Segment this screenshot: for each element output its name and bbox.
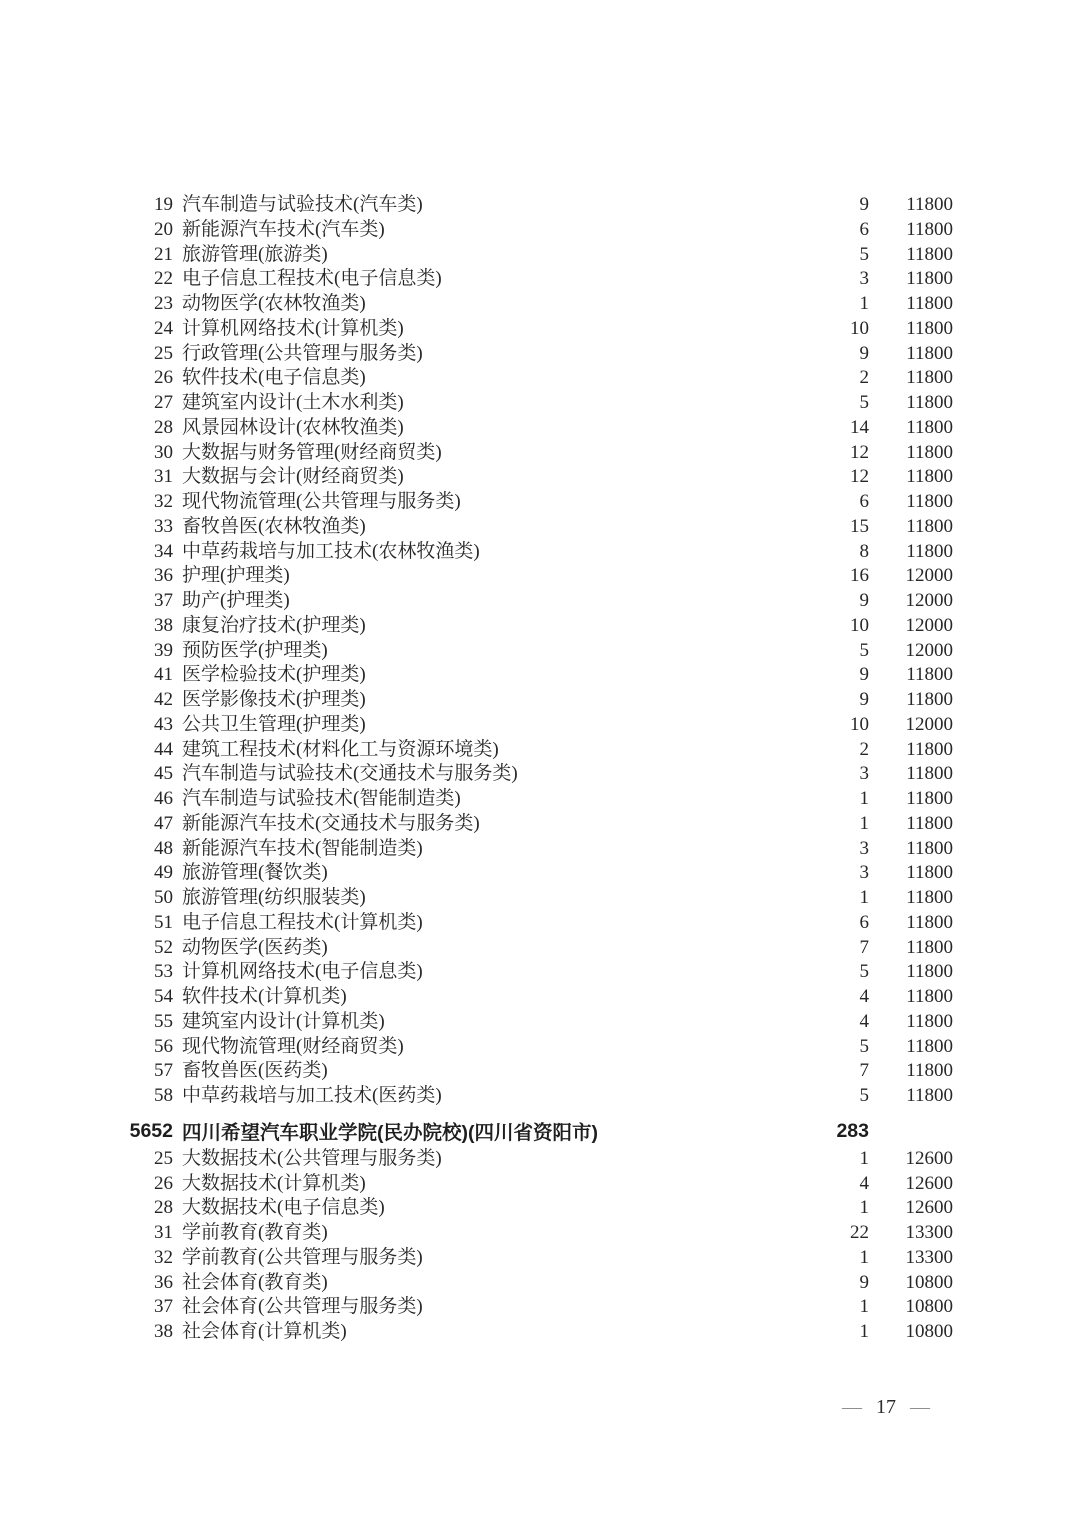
plan-count: 9 xyxy=(859,342,869,364)
major-number: 45 xyxy=(154,763,173,785)
tuition-fee: 11800 xyxy=(906,788,953,809)
table-row xyxy=(0,663,1080,688)
table-row xyxy=(0,416,1080,441)
table-row xyxy=(0,1221,1080,1246)
table-row xyxy=(0,193,1080,218)
major-number: 48 xyxy=(154,837,173,859)
plan-count: 6 xyxy=(859,491,869,512)
plan-count: 1 xyxy=(859,1147,869,1169)
table-row xyxy=(0,639,1080,664)
table-row xyxy=(0,911,1080,936)
table-row xyxy=(0,1295,1080,1320)
tuition-fee: 11800 xyxy=(906,664,953,686)
major-number: 38 xyxy=(154,614,173,636)
major-name: 新能源汽车技术(智能制造类) xyxy=(182,837,423,859)
plan-count: 9 xyxy=(859,194,869,215)
major-name: 新能源汽车技术(汽车类) xyxy=(182,218,385,240)
table-row xyxy=(0,837,1080,862)
tuition-fee: 11800 xyxy=(906,837,953,859)
major-number: 31 xyxy=(154,1222,173,1243)
major-name: 建筑工程技术(材料化工与资源环境类) xyxy=(182,738,499,760)
major-name: 中草药栽培与加工技术(医药类) xyxy=(182,1085,442,1106)
tuition-fee: 11800 xyxy=(906,515,953,537)
tuition-fee: 11800 xyxy=(906,194,953,215)
table-row xyxy=(0,243,1080,268)
plan-count: 9 xyxy=(859,689,869,710)
plan-count: 9 xyxy=(859,1271,869,1293)
table-row xyxy=(0,936,1080,961)
major-number: 49 xyxy=(154,862,173,884)
table-row xyxy=(0,762,1080,787)
major-number: 36 xyxy=(154,1271,173,1293)
table-row xyxy=(0,1172,1080,1197)
table-row xyxy=(0,886,1080,911)
major-name: 计算机网络技术(电子信息类) xyxy=(182,961,423,983)
major-number: 26 xyxy=(154,1172,173,1194)
college-code: 5652 xyxy=(129,1119,173,1142)
tuition-fee: 10800 xyxy=(905,1321,953,1342)
tuition-fee: 11800 xyxy=(906,317,953,339)
enrollment-table xyxy=(0,193,1080,1345)
major-name: 大数据与会计(财经商贸类) xyxy=(182,466,404,488)
table-row xyxy=(0,317,1080,342)
table-row xyxy=(0,787,1080,812)
major-name: 电子信息工程技术(计算机类) xyxy=(182,911,423,933)
major-name: 社会体育(公共管理与服务类) xyxy=(182,1296,423,1318)
major-number: 30 xyxy=(154,441,173,463)
plan-count: 5 xyxy=(859,639,869,661)
major-number: 28 xyxy=(154,416,173,438)
table-row xyxy=(0,391,1080,416)
major-number: 34 xyxy=(154,540,173,562)
major-name: 助产(护理类) xyxy=(182,590,290,611)
tuition-fee: 12000 xyxy=(905,639,953,661)
major-name: 现代物流管理(公共管理与服务类) xyxy=(182,491,461,512)
table-row xyxy=(0,1271,1080,1296)
tuition-fee: 11800 xyxy=(906,763,953,785)
plan-count: 5 xyxy=(859,243,869,265)
major-name: 学前教育(公共管理与服务类) xyxy=(182,1246,423,1268)
tuition-fee: 11800 xyxy=(906,491,953,512)
major-number: 41 xyxy=(154,664,173,686)
tuition-fee: 11800 xyxy=(906,1085,953,1106)
tuition-fee: 11800 xyxy=(906,243,953,265)
plan-count: 1 xyxy=(859,812,869,834)
tuition-fee: 11800 xyxy=(906,392,953,413)
plan-count: 1 xyxy=(859,1246,869,1268)
major-number: 44 xyxy=(154,738,173,760)
plan-count: 3 xyxy=(859,268,869,290)
plan-count: 3 xyxy=(859,862,869,884)
major-name: 新能源汽车技术(交通技术与服务类) xyxy=(182,812,480,834)
tuition-fee: 12600 xyxy=(905,1172,953,1194)
plan-count: 7 xyxy=(859,936,869,958)
plan-count: 10 xyxy=(850,317,869,339)
major-number: 54 xyxy=(154,986,173,1007)
page-footer xyxy=(842,1396,930,1419)
tuition-fee: 11800 xyxy=(906,689,953,710)
major-name: 大数据技术(公共管理与服务类) xyxy=(182,1147,442,1169)
plan-count: 5 xyxy=(859,1035,869,1057)
major-number: 42 xyxy=(154,689,173,710)
table-row xyxy=(0,589,1080,614)
major-name: 社会体育(教育类) xyxy=(182,1271,328,1293)
major-name: 医学影像技术(护理类) xyxy=(182,689,366,710)
major-name: 预防医学(护理类) xyxy=(182,639,328,661)
tuition-fee: 12000 xyxy=(905,565,953,587)
table-row xyxy=(0,465,1080,490)
major-number: 58 xyxy=(154,1085,173,1106)
table-row xyxy=(0,688,1080,713)
tuition-fee: 13300 xyxy=(905,1222,953,1243)
major-name: 风景园林设计(农林牧渔类) xyxy=(182,416,404,438)
college-name: 四川希望汽车职业学院(民办院校)(四川省资阳市) xyxy=(182,1122,598,1145)
tuition-fee: 11800 xyxy=(906,342,953,364)
tuition-fee: 12600 xyxy=(905,1147,953,1169)
major-number: 39 xyxy=(154,639,173,661)
table-row xyxy=(0,738,1080,763)
major-name: 中草药栽培与加工技术(农林牧渔类) xyxy=(182,540,480,562)
table-row xyxy=(0,342,1080,367)
plan-count: 10 xyxy=(850,713,869,735)
plan-count: 6 xyxy=(859,911,869,933)
table-row xyxy=(0,1059,1080,1084)
major-name: 汽车制造与试验技术(智能制造类) xyxy=(182,788,461,809)
major-number: 37 xyxy=(154,1296,173,1318)
table-row xyxy=(0,564,1080,589)
major-name: 动物医学(农林牧渔类) xyxy=(182,293,366,314)
footer-dash-right: — xyxy=(910,1396,930,1418)
tuition-fee: 11800 xyxy=(906,1035,953,1057)
tuition-fee: 11800 xyxy=(906,466,953,488)
tuition-fee: 11800 xyxy=(906,887,953,908)
plan-count: 12 xyxy=(850,466,869,488)
plan-count: 5 xyxy=(859,961,869,983)
table-row xyxy=(0,1084,1080,1109)
major-number: 27 xyxy=(154,392,173,413)
tuition-fee: 11800 xyxy=(906,540,953,562)
major-name: 现代物流管理(财经商贸类) xyxy=(182,1035,404,1057)
plan-count: 5 xyxy=(859,392,869,413)
table-row xyxy=(0,1035,1080,1060)
table-row xyxy=(0,1246,1080,1271)
plan-count: 16 xyxy=(850,565,869,587)
major-number: 43 xyxy=(154,713,173,735)
major-number: 33 xyxy=(154,515,173,537)
major-name: 软件技术(电子信息类) xyxy=(182,367,366,389)
tuition-fee: 11800 xyxy=(906,367,953,389)
college-total-count: 283 xyxy=(836,1119,869,1142)
major-number: 55 xyxy=(154,1010,173,1032)
major-name: 建筑室内设计(土木水利类) xyxy=(182,392,404,413)
major-name: 大数据技术(电子信息类) xyxy=(182,1197,385,1219)
major-number: 38 xyxy=(154,1321,173,1342)
plan-count: 8 xyxy=(859,540,869,562)
major-number: 19 xyxy=(154,194,173,215)
major-name: 畜牧兽医(农林牧渔类) xyxy=(182,515,366,537)
major-number: 37 xyxy=(154,590,173,611)
table-row xyxy=(0,985,1080,1010)
tuition-fee: 11800 xyxy=(906,911,953,933)
major-name: 建筑室内设计(计算机类) xyxy=(182,1010,385,1032)
major-number: 32 xyxy=(154,1246,173,1268)
major-name: 康复治疗技术(护理类) xyxy=(182,614,366,636)
plan-count: 5 xyxy=(859,1085,869,1106)
major-name: 大数据与财务管理(财经商贸类) xyxy=(182,441,442,463)
table-row xyxy=(0,515,1080,540)
tuition-fee: 11800 xyxy=(906,1010,953,1032)
plan-count: 10 xyxy=(850,614,869,636)
major-name: 计算机网络技术(计算机类) xyxy=(182,317,404,339)
plan-count: 9 xyxy=(859,590,869,611)
major-name: 畜牧兽医(医药类) xyxy=(182,1060,328,1082)
plan-count: 2 xyxy=(859,738,869,760)
major-name: 电子信息工程技术(电子信息类) xyxy=(182,268,442,290)
tuition-fee: 10800 xyxy=(905,1296,953,1318)
plan-count: 1 xyxy=(859,1197,869,1219)
plan-count: 4 xyxy=(859,986,869,1007)
major-number: 56 xyxy=(154,1035,173,1057)
major-number: 24 xyxy=(154,317,173,339)
tuition-fee: 11800 xyxy=(906,986,953,1007)
section-header xyxy=(0,1118,1080,1145)
tuition-fee: 11800 xyxy=(906,936,953,958)
tuition-fee: 11800 xyxy=(906,1060,953,1082)
table-row xyxy=(0,812,1080,837)
plan-count: 3 xyxy=(859,837,869,859)
tuition-fee: 13300 xyxy=(905,1246,953,1268)
tuition-fee: 11800 xyxy=(906,862,953,884)
plan-count: 4 xyxy=(859,1172,869,1194)
tuition-fee: 11800 xyxy=(906,441,953,463)
major-number: 25 xyxy=(154,1147,173,1169)
major-name: 旅游管理(旅游类) xyxy=(182,243,328,265)
major-number: 51 xyxy=(154,911,173,933)
table-row xyxy=(0,1010,1080,1035)
major-number: 21 xyxy=(154,243,173,265)
major-name: 社会体育(计算机类) xyxy=(182,1321,347,1342)
major-name: 软件技术(计算机类) xyxy=(182,986,347,1007)
table-row xyxy=(0,292,1080,317)
plan-count: 1 xyxy=(859,788,869,809)
table-row xyxy=(0,1320,1080,1345)
tuition-fee: 11800 xyxy=(906,218,953,240)
plan-count: 15 xyxy=(850,515,869,537)
table-row xyxy=(0,1196,1080,1221)
table-row xyxy=(0,218,1080,243)
major-name: 护理(护理类) xyxy=(182,565,290,587)
plan-count: 14 xyxy=(850,416,869,438)
table-row xyxy=(0,614,1080,639)
plan-count: 2 xyxy=(859,367,869,389)
plan-count: 1 xyxy=(859,1321,869,1342)
table-row xyxy=(0,1147,1080,1172)
major-number: 50 xyxy=(154,887,173,908)
plan-count: 4 xyxy=(859,1010,869,1032)
major-number: 47 xyxy=(154,812,173,834)
plan-count: 22 xyxy=(850,1222,869,1243)
major-number: 26 xyxy=(154,367,173,389)
tuition-fee: 10800 xyxy=(905,1271,953,1293)
tuition-fee: 11800 xyxy=(906,416,953,438)
tuition-fee: 11800 xyxy=(906,738,953,760)
major-number: 23 xyxy=(154,293,173,314)
major-number: 36 xyxy=(154,565,173,587)
plan-count: 6 xyxy=(859,218,869,240)
page-number: 17 xyxy=(876,1396,896,1418)
plan-count: 1 xyxy=(859,1296,869,1318)
tuition-fee: 11800 xyxy=(906,293,953,314)
major-number: 25 xyxy=(154,342,173,364)
major-number: 28 xyxy=(154,1197,173,1219)
plan-count: 1 xyxy=(859,293,869,314)
footer-dash-left: — xyxy=(842,1396,862,1418)
table-row xyxy=(0,267,1080,292)
major-name: 动物医学(医药类) xyxy=(182,936,328,958)
table-row xyxy=(0,861,1080,886)
major-number: 22 xyxy=(154,268,173,290)
tuition-fee: 12000 xyxy=(905,713,953,735)
table-row xyxy=(0,366,1080,391)
major-name: 汽车制造与试验技术(交通技术与服务类) xyxy=(182,763,518,785)
table-row xyxy=(0,490,1080,515)
table-row xyxy=(0,713,1080,738)
plan-count: 3 xyxy=(859,763,869,785)
tuition-fee: 11800 xyxy=(906,961,953,983)
major-number: 32 xyxy=(154,491,173,512)
major-name: 行政管理(公共管理与服务类) xyxy=(182,342,423,364)
major-name: 旅游管理(餐饮类) xyxy=(182,862,328,884)
major-number: 46 xyxy=(154,788,173,809)
table-row xyxy=(0,540,1080,565)
major-name: 公共卫生管理(护理类) xyxy=(182,713,366,735)
plan-count: 12 xyxy=(850,441,869,463)
tuition-fee: 11800 xyxy=(906,812,953,834)
plan-count: 1 xyxy=(859,887,869,908)
plan-count: 7 xyxy=(859,1060,869,1082)
table-row xyxy=(0,441,1080,466)
major-name: 旅游管理(纺织服装类) xyxy=(182,887,366,908)
major-name: 大数据技术(计算机类) xyxy=(182,1172,366,1194)
major-name: 学前教育(教育类) xyxy=(182,1222,328,1243)
major-number: 20 xyxy=(154,218,173,240)
major-name: 医学检验技术(护理类) xyxy=(182,664,366,686)
table-row xyxy=(0,960,1080,985)
major-number: 57 xyxy=(154,1060,173,1082)
plan-count: 9 xyxy=(859,664,869,686)
major-number: 52 xyxy=(154,936,173,958)
tuition-fee: 12000 xyxy=(905,614,953,636)
major-number: 53 xyxy=(154,961,173,983)
tuition-fee: 11800 xyxy=(906,268,953,290)
tuition-fee: 12000 xyxy=(905,590,953,611)
major-number: 31 xyxy=(154,466,173,488)
tuition-fee: 12600 xyxy=(905,1197,953,1219)
major-name: 汽车制造与试验技术(汽车类) xyxy=(182,194,423,215)
